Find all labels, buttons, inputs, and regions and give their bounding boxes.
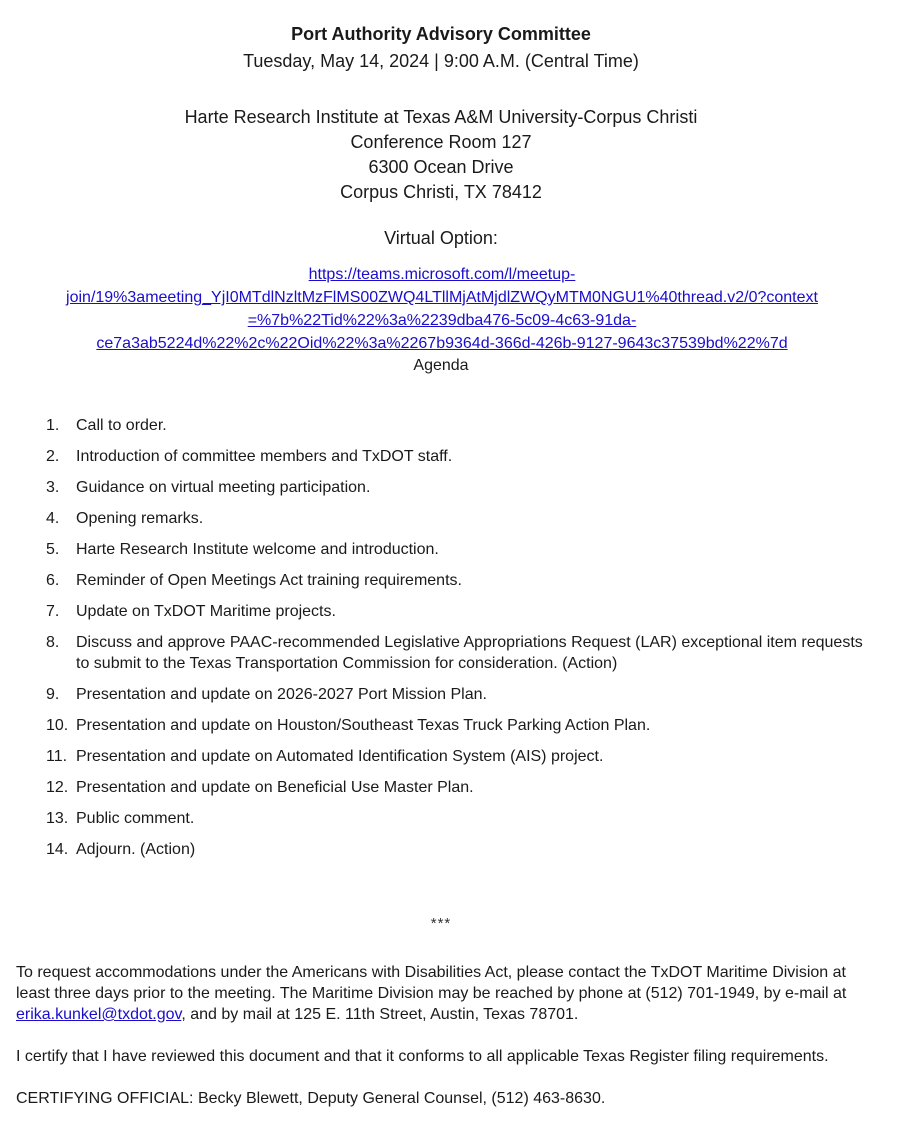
email-link[interactable]: erika.kunkel@txdot.gov: [16, 1006, 182, 1023]
agenda-item-text: Public comment.: [76, 810, 195, 827]
agenda-item: [46, 839, 876, 860]
agenda-item-text: Call to order.: [76, 417, 167, 434]
agenda-item-text: Presentation and update on Automated Identification System (AIS) project.: [76, 748, 604, 765]
teams-link-line-1[interactable]: https://teams.microsoft.com/l/meetup-: [308, 266, 576, 283]
agenda-list: [46, 415, 876, 870]
agenda-item-text: Presentation and update on 2026-2027 Port Mission Plan.: [76, 686, 487, 703]
certifying-official: CERTIFYING OFFICIAL: Becky Blewett, Deputy General Counsel, (512) 463-8630.: [16, 1090, 606, 1107]
agenda-item-text: Adjourn. (Action): [76, 841, 196, 858]
meeting-title: Port Authority Advisory Committee: [291, 24, 591, 44]
agenda-item: [46, 539, 876, 560]
agenda-item: [46, 601, 876, 622]
agenda-item-number: 5.: [46, 541, 60, 558]
agenda-item-text: Discuss and approve PAAC-recommended Legislative Appropriations Request (LAR) exceptional item requests to submit to the Texas Transportation Commission for consideration. (Action): [76, 634, 863, 672]
agenda-item-number: 12.: [46, 779, 69, 796]
agenda-item: [46, 415, 876, 436]
location-line-4: Corpus Christi, TX 78412: [340, 182, 542, 202]
section-separator: ***: [430, 915, 452, 932]
agenda-item-number: 1.: [46, 417, 60, 434]
agenda-item: [46, 570, 876, 591]
agenda-item-number: 2.: [46, 448, 60, 465]
agenda-item-text: Opening remarks.: [76, 510, 204, 527]
virtual-option-label: Virtual Option:: [384, 228, 498, 248]
teams-link-line-2[interactable]: join/19%3ameeting_YjI0MTdlNzltMzFlMS00ZWQ4LTllMjAtMjdlZWQyMTM0NGU1%40thread.v2/0?context: [66, 289, 818, 306]
agenda-item-number: 13.: [46, 810, 69, 827]
agenda-item: [46, 632, 876, 674]
agenda-item: [46, 808, 876, 829]
agenda-item: [46, 715, 876, 736]
agenda-item-text: Reminder of Open Meetings Act training requirements.: [76, 572, 462, 589]
agenda-item-text: Presentation and update on Houston/Southeast Texas Truck Parking Action Plan.: [76, 717, 651, 734]
agenda-item-number: 4.: [46, 510, 60, 527]
agenda-item-number: 10.: [46, 717, 69, 734]
accommodations-paragraph: [16, 962, 876, 1025]
agenda-item-text: Harte Research Institute welcome and introduction.: [76, 541, 439, 558]
location-line-1: Harte Research Institute at Texas A&M University-Corpus Christi: [184, 107, 698, 127]
teams-link-line-3[interactable]: =%7b%22Tid%22%3a%2239dba476-5c09-4c63-91da-: [247, 312, 637, 329]
accommodations-text: To request accommodations under the Americans with Disabilities Act, please contact the TxDOT Maritime Division at least three days prior to the meeting. The Maritime Division may be reached by phone at (512) 701-1949, by e-mail at: [16, 964, 847, 1002]
agenda-heading: Agenda: [413, 357, 469, 374]
teams-link-line-4[interactable]: ce7a3ab5224d%22%2c%22Oid%22%3a%2267b9364d-366d-426b-9127-9643c37539bd%22%7d: [96, 335, 788, 352]
accommodations-text-end: , and by mail at 125 E. 11th Street, Austin, Texas 78701.: [181, 1006, 579, 1023]
agenda-item-number: 6.: [46, 572, 60, 589]
agenda-item: [46, 684, 876, 705]
agenda-item-number: 7.: [46, 603, 60, 620]
agenda-item-number: 9.: [46, 686, 60, 703]
location-line-2: Conference Room 127: [350, 132, 532, 152]
agenda-item: [46, 746, 876, 767]
certification-statement: I certify that I have reviewed this document and that it conforms to all applicable Texas Register filing requirements.: [16, 1048, 829, 1065]
agenda-item-number: 14.: [46, 841, 69, 858]
agenda-item-text: Introduction of committee members and TxDOT staff.: [76, 448, 453, 465]
location-line-3: 6300 Ocean Drive: [368, 157, 514, 177]
agenda-item: [46, 777, 876, 798]
meeting-location: [0, 105, 882, 205]
meeting-date-time: Tuesday, May 14, 2024 | 9:00 A.M. (Central Time): [243, 51, 639, 71]
agenda-item-text: Update on TxDOT Maritime projects.: [76, 603, 336, 620]
agenda-item-number: 11.: [46, 748, 68, 765]
agenda-item-text: Guidance on virtual meeting participation.: [76, 479, 371, 496]
agenda-item-text: Presentation and update on Beneficial Use Master Plan.: [76, 779, 474, 796]
teams-meeting-link[interactable]: [14, 263, 870, 355]
agenda-item: [46, 508, 876, 529]
agenda-item-number: 3.: [46, 479, 60, 496]
agenda-item: [46, 477, 876, 498]
agenda-item-number: 8.: [46, 634, 60, 651]
agenda-item: [46, 446, 876, 467]
